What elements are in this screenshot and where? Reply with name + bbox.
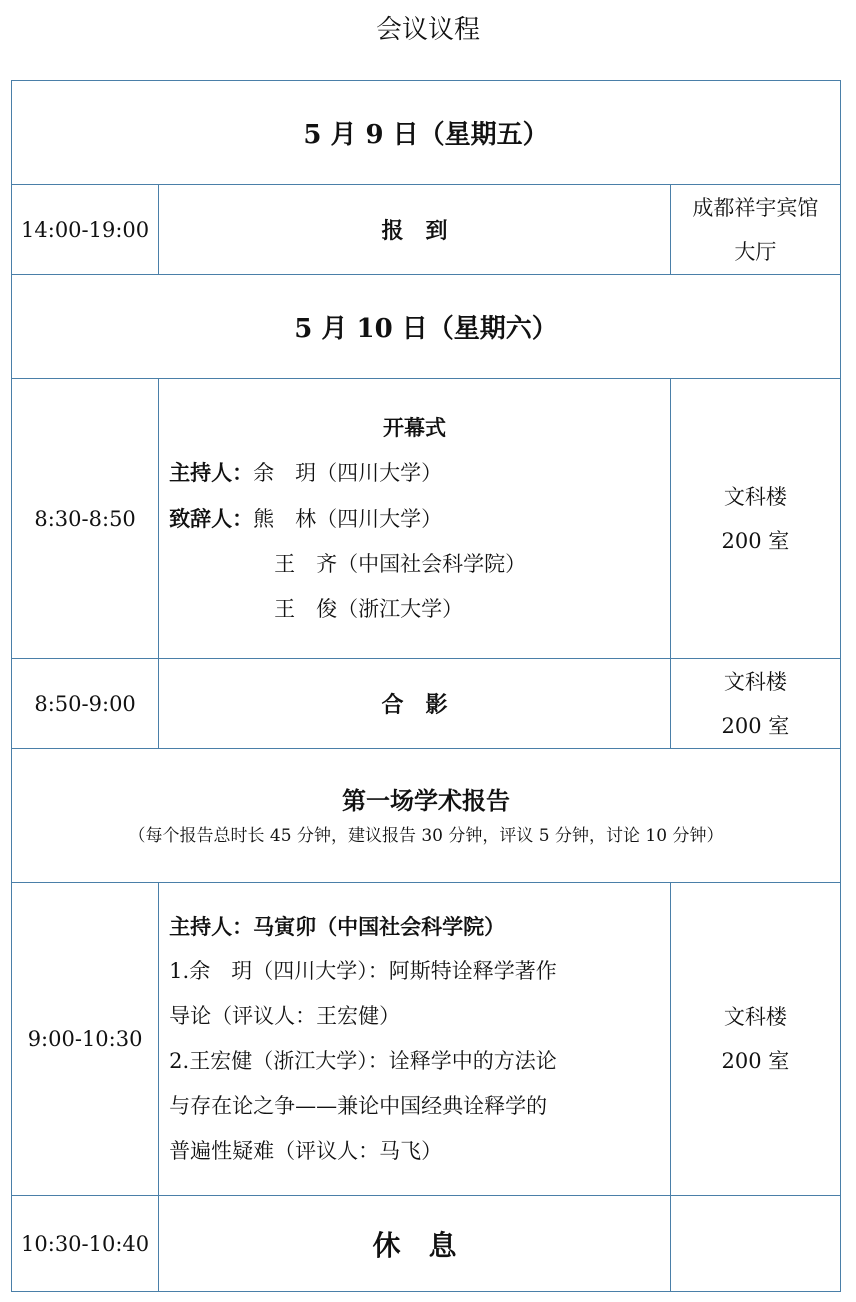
speech-label: 致辞人： (169, 506, 254, 531)
talk-line: 导论（评议人：王宏健） (169, 1004, 401, 1028)
venue-line: 200 室 (721, 713, 790, 738)
host-name: 余 玥（四川大学） (253, 461, 443, 485)
venue-line: 200 室 (721, 528, 790, 553)
venue-cell (670, 883, 840, 1196)
event-cell (159, 379, 671, 659)
host-label: 主持人： (169, 460, 254, 485)
event-cell: 报 到 (159, 185, 671, 275)
talk-line: 与存在论之争——兼论中国经典诠释学的 (169, 1094, 548, 1118)
day1-heading: 5 月 9 日（星期五） (12, 81, 841, 185)
venue-line: 大厅 (734, 239, 777, 264)
time-cell: 10:30-10:40 (12, 1196, 159, 1292)
section-header-row (12, 749, 841, 883)
venue-line: 文科楼 (723, 1005, 787, 1029)
event-cell: 合 影 (159, 659, 671, 749)
section-note: （每个报告总时长 45 分钟，建议报告 30 分钟，评议 5 分钟，讨论 10 分钟） (128, 825, 724, 846)
agenda-table (11, 80, 841, 1292)
table-row (12, 659, 841, 749)
venue-cell (670, 379, 840, 659)
talk-line: 1.余 玥（四川大学）：阿斯特诠释学著作 (169, 959, 557, 983)
venue-line: 成都祥宇宾馆 (692, 195, 819, 220)
venue-line: 文科楼 (723, 669, 787, 694)
opening-title: 开幕式 (382, 415, 446, 440)
day-header-row (12, 275, 841, 379)
section-title: 第一场学术报告 (342, 785, 510, 815)
speaker-line: 王 齐（中国社会科学院） (274, 552, 527, 576)
venue-line: 200 室 (721, 1049, 790, 1073)
time-cell: 9:00-10:30 (12, 883, 159, 1196)
time-cell: 8:50-9:00 (12, 659, 159, 749)
event-cell (159, 883, 671, 1196)
talk-line: 2.王宏健（浙江大学）：诠释学中的方法论 (169, 1049, 557, 1073)
venue-cell (670, 659, 840, 749)
table-row (12, 883, 841, 1196)
time-cell: 14:00-19:00 (12, 185, 159, 275)
speaker-line: 王 俊（浙江大学） (274, 597, 464, 621)
day2-heading: 5 月 10 日（星期六） (12, 275, 841, 379)
host-line (169, 450, 660, 496)
table-row (12, 379, 841, 659)
speaker-line (169, 496, 660, 542)
venue-cell (670, 1196, 840, 1292)
host-line: 主持人：马寅卯（中国社会科学院） (169, 914, 506, 939)
table-row (12, 185, 841, 275)
table-row (12, 1196, 841, 1292)
time-cell: 8:30-8:50 (12, 379, 159, 659)
speaker-name: 熊 林（四川大学） (253, 507, 443, 531)
section-cell (12, 749, 841, 883)
venue-line: 文科楼 (723, 484, 787, 509)
day-header-row (12, 81, 841, 185)
venue-cell (670, 185, 840, 275)
talk-line: 普遍性疑难（评议人：马飞） (169, 1139, 443, 1163)
page-title: 会议议程 (375, 15, 480, 45)
event-cell: 休 息 (159, 1196, 671, 1292)
